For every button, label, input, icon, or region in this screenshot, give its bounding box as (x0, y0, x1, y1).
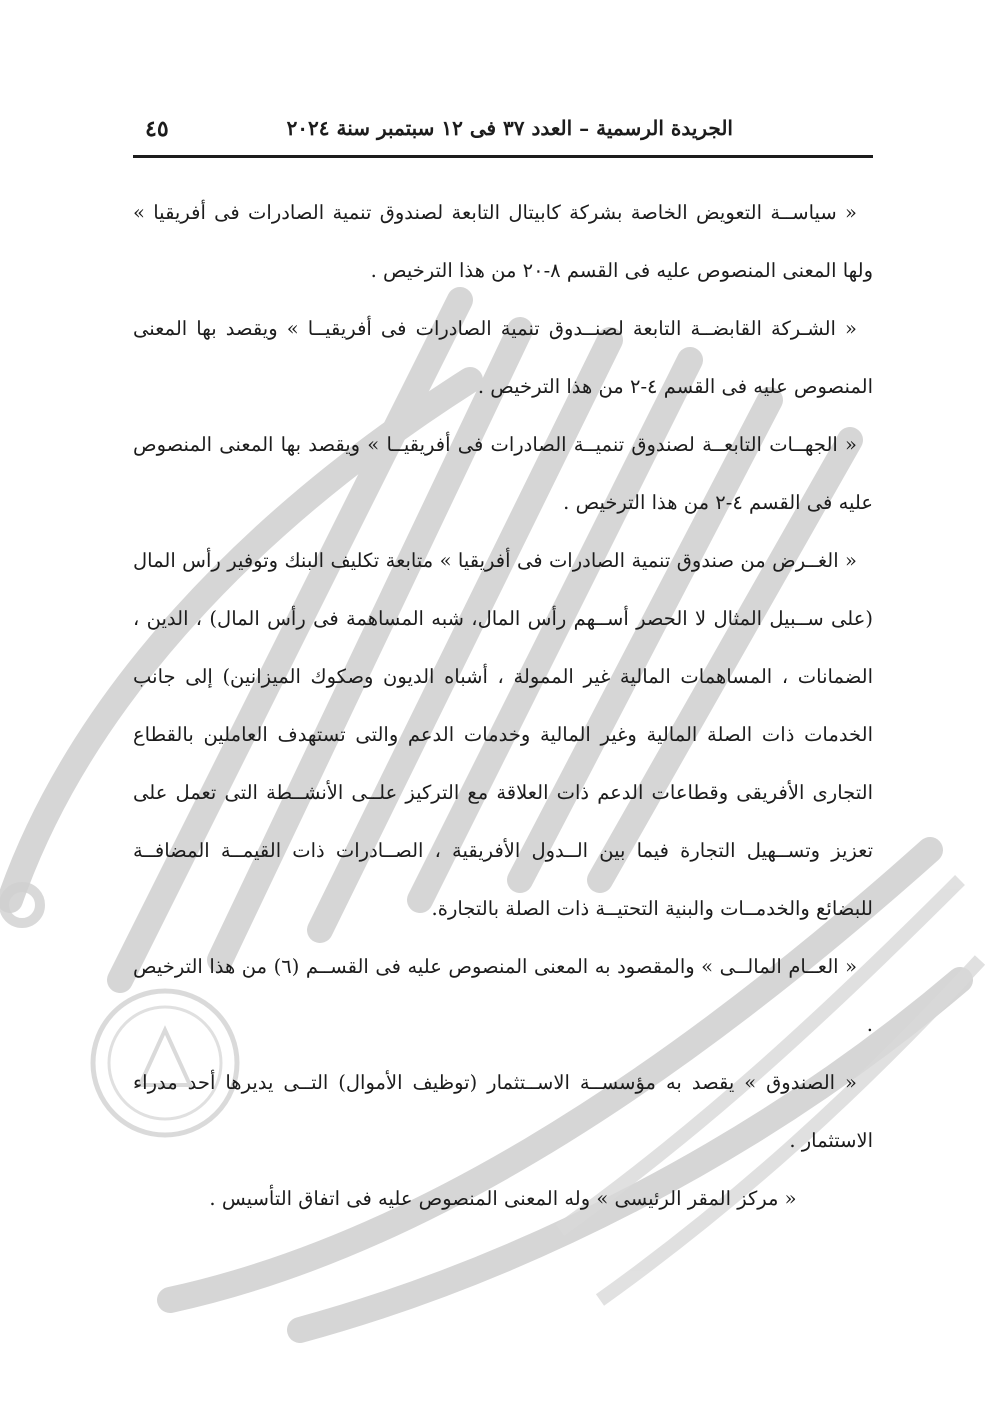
header-divider (133, 155, 873, 158)
page-header (133, 112, 873, 152)
document-body (133, 184, 873, 1228)
gazette-title: الجريدة الرسمية – العدد ٣٧ فى ١٢ سبتمبر سنة ٢٠٢٤ (286, 116, 733, 140)
definition-fiscal-year: « العــام المالــى » والمقصود به المعنى المنصوص عليه فى القســم (٦) من هذا الترخيص . (133, 955, 873, 1036)
definition-headquarters: « مركز المقر الرئيسى » وله المعنى المنصوص عليه فى اتفاق التأسيس . (209, 1187, 797, 1210)
page-number: ٤٥ (145, 116, 169, 142)
definition-export-compensation-policy: « سياســة التعويض الخاصة بشركة كابيتال التابعة لصندوق تنمية الصادرات فى أفريقيا » ولها المعنى المنصوص عليه فى القسم ٨-٢٠ من هذا الترخيص . (133, 201, 873, 282)
definition-holding-company: « الشـركة القابضــة التابعة لصنــدوق تنمية الصادرات فى أفريقيــا » ويقصد بها المعنى المنصوص عليه فى القسم ٤-٢ من هذا الترخيص . (133, 317, 873, 398)
definition-fund-purpose: « الغــرض من صندوق تنمية الصادرات فى أفريقيا » متابعة تكليف البنك وتوفير رأس المال (على ســبيل المثال لا الحصر أســهم رأس المال، شبه المساهمة فى رأس المال) ، الدين ، الضمانات ، المساهمات المالية غير الممولة ، أشباه الديون وصكوك الميزانين) إلى جانب الخدمات ذات الصلة المالية وغير المالية وخدمات الدعم والتى تستهدف العاملين بالقطاع التجارى الأفريقى وقطاعات الدعم ذات العلاقة مع التركيز علــى الأنشــطة التى تعمل على تعزيز وتســهيل التجارة فيما بين الــدول الأفريقية ، الصــادرات ذات القيمــة المضافــة للبضائع والخدمــات والبنية التحتيــة ذات الصلة بالتجارة. (133, 549, 873, 920)
definition-affiliated-entities: « الجهــات التابعــة لصندوق تنميــة الصادرات فى أفريقيــا » ويقصد بها المعنى المنصوص عليه فى القسم ٤-٢ من هذا الترخيص . (133, 433, 873, 514)
definition-fund: « الصندوق » يقصد به مؤسســة الاســتثمار (توظيف الأموال) التــى يديرها أحد مدراء الاستثمار . (133, 1071, 873, 1152)
